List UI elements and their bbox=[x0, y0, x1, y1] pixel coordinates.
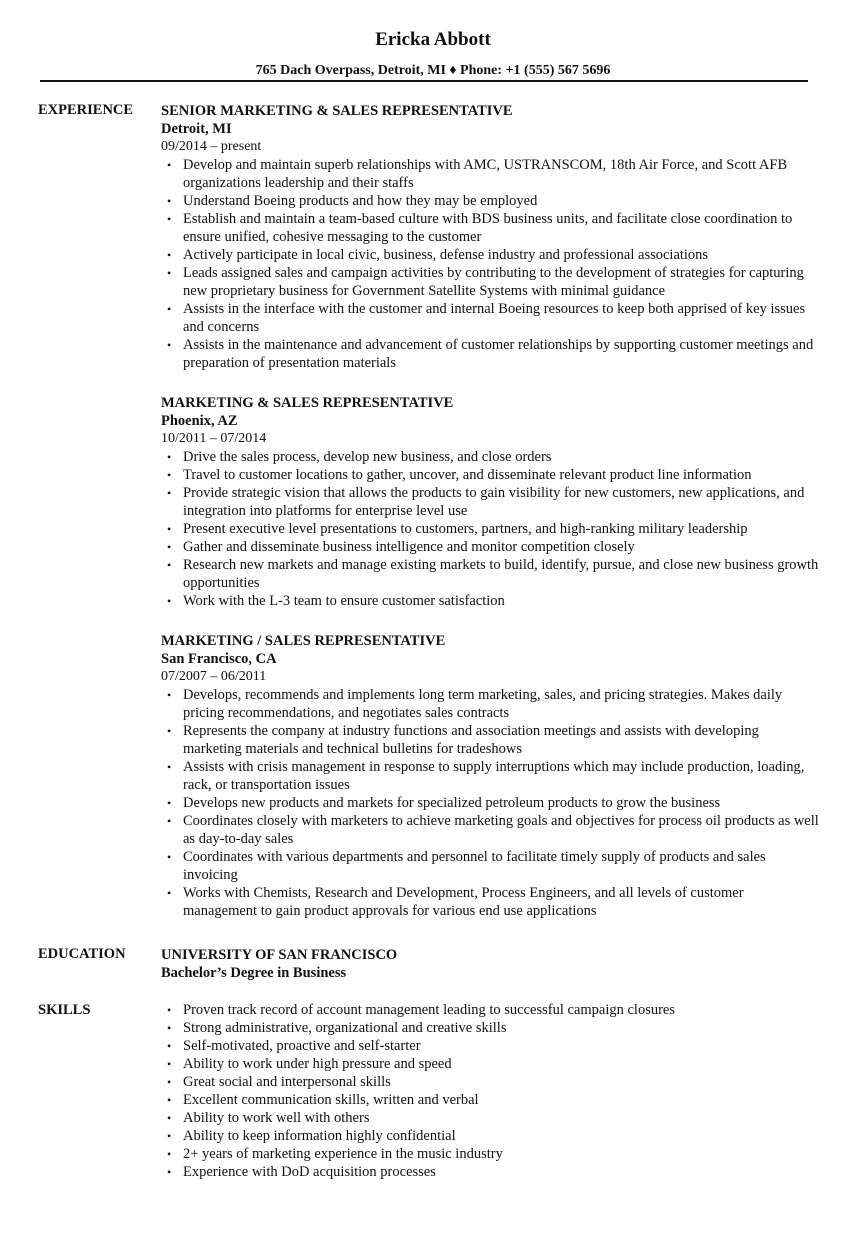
list-item: • 2+ years of marketing experience in the music industry bbox=[161, 1145, 821, 1163]
list-item: • Present executive level presentations to customers, partners, and high-ranking military leadership bbox=[161, 520, 821, 538]
job-bullets bbox=[161, 448, 821, 610]
job-dates: 10/2011 – 07/2014 bbox=[161, 431, 267, 446]
list-item: • Develops, recommends and implements long term marketing, sales, and pricing strategies. Makes daily pricing recommendations, and negotiates sales contracts bbox=[161, 686, 821, 722]
job-title: MARKETING / SALES REPRESENTATIVE bbox=[161, 633, 446, 649]
job-location: Phoenix, AZ bbox=[161, 413, 238, 429]
experience-heading: EXPERIENCE bbox=[38, 102, 134, 118]
education-entry bbox=[161, 946, 821, 982]
job-bullets bbox=[161, 156, 821, 372]
degree: Bachelor’s Degree in Business bbox=[161, 965, 347, 981]
list-item: • Ability to keep information highly confidential bbox=[161, 1127, 821, 1145]
list-item: • Coordinates with various departments and personnel to facilitate timely supply of products and sales invoicing bbox=[161, 848, 821, 884]
job-2 bbox=[161, 394, 821, 610]
list-item: • Work with the L-3 team to ensure customer satisfaction bbox=[161, 592, 821, 610]
list-item: • Gather and disseminate business intelligence and monitor competition closely bbox=[161, 538, 821, 556]
education-heading: EDUCATION bbox=[38, 946, 126, 962]
list-item: • Drive the sales process, develop new business, and close orders bbox=[161, 448, 821, 466]
list-item: • Assists in the maintenance and advancement of customer relationships by supporting customer meetings and preparation of presentation materials bbox=[161, 336, 821, 372]
skills-bullets bbox=[161, 1001, 821, 1181]
job-title: MARKETING & SALES REPRESENTATIVE bbox=[161, 395, 454, 411]
job-1 bbox=[161, 102, 821, 372]
job-3 bbox=[161, 632, 821, 920]
skills-list bbox=[161, 1001, 821, 1181]
list-item: • Develops new products and markets for specialized petroleum products to grow the business bbox=[161, 794, 821, 812]
list-item: • Works with Chemists, Research and Development, Process Engineers, and all levels of customer management to gain product approvals for various end use applications bbox=[161, 884, 821, 920]
school-name: UNIVERSITY OF SAN FRANCISCO bbox=[161, 947, 398, 963]
list-item: • Proven track record of account management leading to successful campaign closures bbox=[161, 1001, 821, 1019]
list-item: • Coordinates closely with marketers to achieve marketing goals and objectives for process oil products as well as day-to-day sales bbox=[161, 812, 821, 848]
list-item: • Leads assigned sales and campaign activities by contributing to the development of strategies for capturing new proprietary business for Government Satellite Systems with minimal guidance bbox=[161, 264, 821, 300]
job-dates: 07/2007 – 06/2011 bbox=[161, 669, 267, 684]
list-item: • Research new markets and manage existing markets to build, identify, pursue, and close new business growth opportunities bbox=[161, 556, 821, 592]
list-item: • Ability to work under high pressure and speed bbox=[161, 1055, 821, 1073]
list-item: • Develop and maintain superb relationships with AMC, USTRANSCOM, 18th Air Force, and Scott AFB organizations leadership and their staffs bbox=[161, 156, 821, 192]
list-item: • Assists with crisis management in response to supply interruptions which may include production, loading, rack, or transportation issues bbox=[161, 758, 821, 794]
job-bullets bbox=[161, 686, 821, 920]
list-item: • Ability to work well with others bbox=[161, 1109, 821, 1127]
list-item: • Excellent communication skills, written and verbal bbox=[161, 1091, 821, 1109]
list-item: • Understand Boeing products and how they may be employed bbox=[161, 192, 821, 210]
list-item: • Establish and maintain a team-based culture with BDS business units, and facilitate close coordination to ensure unified, cohesive messaging to the customer bbox=[161, 210, 821, 246]
list-item: • Provide strategic vision that allows the products to gain visibility for new customers, new applications, and integration into platforms for enterprise level use bbox=[161, 484, 821, 520]
candidate-name: Ericka Abbott bbox=[375, 29, 491, 50]
list-item: • Represents the company at industry functions and association meetings and assists with developing marketing materials and technical bulletins for tradeshows bbox=[161, 722, 821, 758]
list-item: • Assists in the interface with the customer and internal Boeing resources to keep both apprised of key issues and concerns bbox=[161, 300, 821, 336]
list-item: • Great social and interpersonal skills bbox=[161, 1073, 821, 1091]
job-title: SENIOR MARKETING & SALES REPRESENTATIVE bbox=[161, 103, 513, 119]
header-divider bbox=[40, 80, 808, 82]
list-item: • Travel to customer locations to gather, uncover, and disseminate relevant product line information bbox=[161, 466, 821, 484]
list-item: • Actively participate in local civic, business, defense industry and professional associations bbox=[161, 246, 821, 264]
list-item: • Self-motivated, proactive and self-starter bbox=[161, 1037, 821, 1055]
skills-heading: SKILLS bbox=[38, 1002, 91, 1018]
job-dates: 09/2014 – present bbox=[161, 139, 262, 154]
list-item: • Strong administrative, organizational and creative skills bbox=[161, 1019, 821, 1037]
list-item: • Experience with DoD acquisition processes bbox=[161, 1163, 821, 1181]
contact-line: 765 Dach Overpass, Detroit, MI ♦ Phone: +1 (555) 567 5696 bbox=[255, 63, 611, 78]
job-location: San Francisco, CA bbox=[161, 651, 277, 667]
job-location: Detroit, MI bbox=[161, 121, 232, 137]
